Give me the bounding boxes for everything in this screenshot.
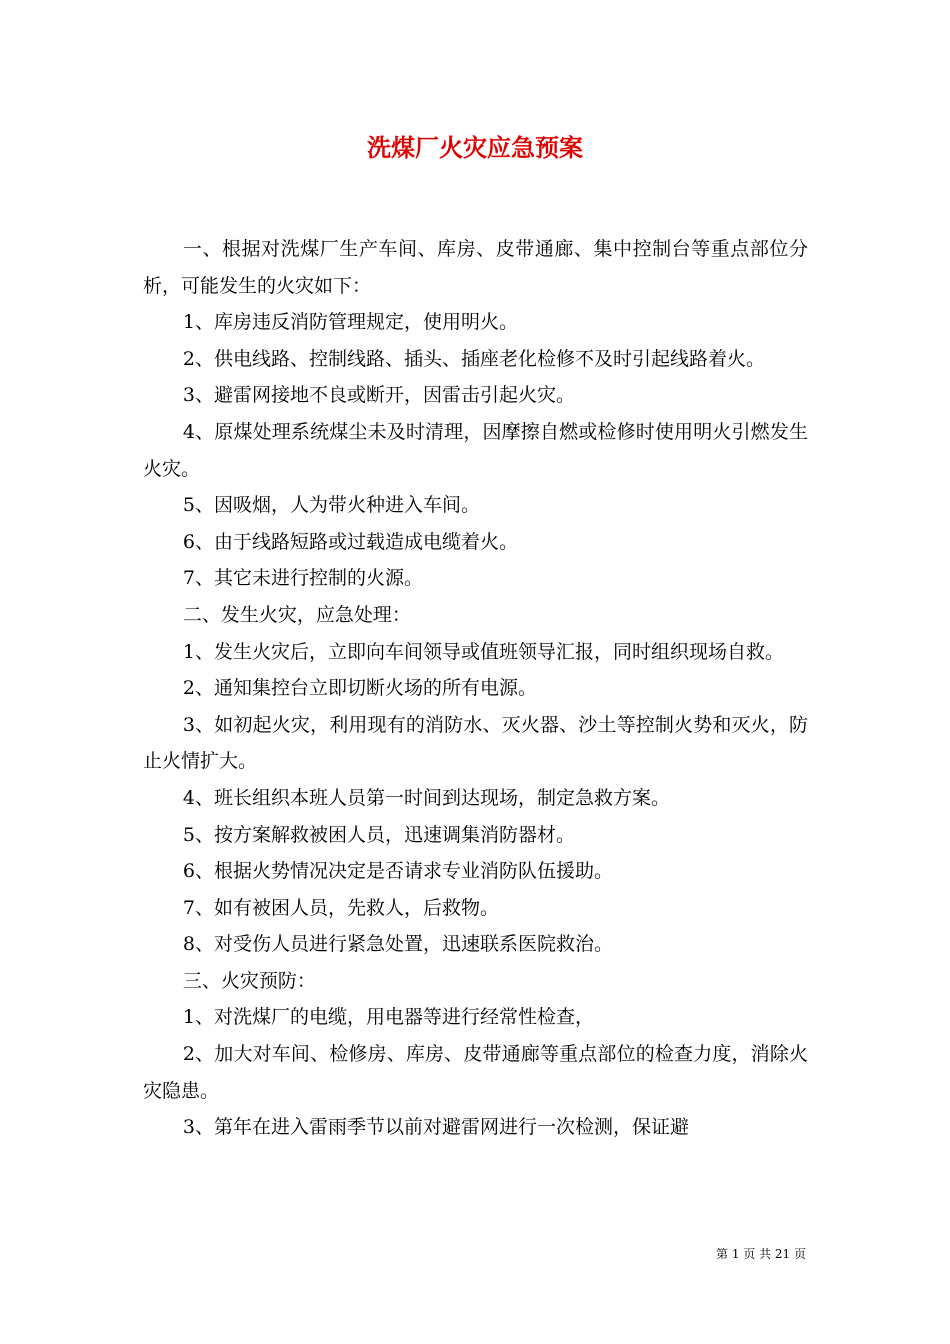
paragraph: 4、班长组织本班人员第一时间到达现场，制定急救方案。 <box>182 786 670 809</box>
page-number: 第 1 页 共 21 页 <box>716 1247 806 1261</box>
paragraph: 2、通知集控台立即切断火场的所有电源。 <box>182 677 537 700</box>
paragraph: 5、按方案解救被困人员，迅速调集消防器材。 <box>182 823 575 846</box>
paragraph: 2、加大对车间、检修房、库房、皮带通廊等重点部位的检查力度，消除火灾隐患。 <box>143 1043 808 1102</box>
paragraph: 4、原煤处理系统煤尘未及时清理，因摩擦自燃或检修时使用明火引燃发生火灾。 <box>143 420 808 480</box>
paragraph: 一、根据对洗煤厂生产车间、库房、皮带通廊、集中控制台等重点部位分析，可能发生的火灾如下： <box>143 238 808 297</box>
document-title: 洗煤厂火灾应急预案 <box>367 133 583 162</box>
paragraph: 7、其它未进行控制的火源。 <box>182 567 423 590</box>
paragraph: 3、第年在进入雷雨季节以前对避雷网进行一次检测，保证避 <box>182 1116 689 1139</box>
paragraph: 2、供电线路、控制线路、插头、插座老化检修不及时引起线路着火。 <box>182 347 765 370</box>
section-heading: 二、发生火灾，应急处理： <box>182 603 411 626</box>
paragraph: 1、对洗煤厂的电缆，用电器等进行经常性检查， <box>182 1006 594 1029</box>
paragraph: 3、避雷网接地不良或断开，因雷击引起火灾。 <box>182 384 575 407</box>
document-body <box>143 231 808 1146</box>
paragraph: 1、发生火灾后，立即向车间领导或值班领导汇报，同时组织现场自救。 <box>182 640 784 663</box>
paragraph: 7、如有被困人员，先救人，后救物。 <box>182 896 499 919</box>
paragraph: 3、如初起火灾，利用现有的消防水、灭火器、沙土等控制火势和灭火，防止火情扩大。 <box>143 713 808 773</box>
paragraph: 8、对受伤人员进行紧急处置，迅速联系医院救治。 <box>182 933 613 956</box>
paragraph: 6、由于线路短路或过载造成电缆着火。 <box>182 530 518 553</box>
paragraph: 6、根据火势情况决定是否请求专业消防队伍援助。 <box>182 860 613 883</box>
paragraph: 5、因吸烟，人为带火种进入车间。 <box>182 494 480 517</box>
paragraph: 1、库房违反消防管理规定，使用明火。 <box>182 311 518 334</box>
section-heading: 三、火灾预防： <box>182 969 316 992</box>
